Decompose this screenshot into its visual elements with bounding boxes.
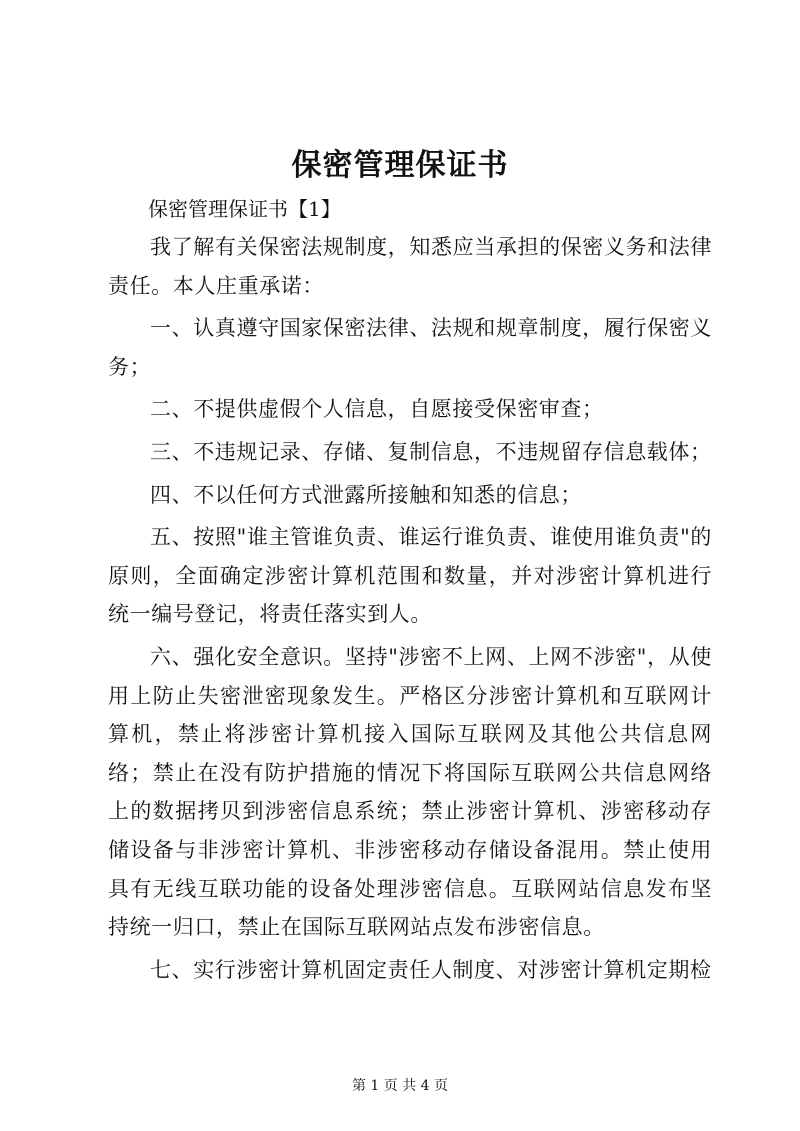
paragraph-intro: 我了解有关保密法规制度，知悉应当承担的保密义务和法律责任。本人庄重承诺： xyxy=(108,235,712,298)
paragraph-item-7: 七、实行涉密计算机固定责任人制度、对涉密计算机定期检 xyxy=(150,957,712,982)
document-subtitle: 保密管理保证书【1】 xyxy=(148,197,341,221)
document-title: 保密管理保证书 xyxy=(291,148,509,183)
paragraph-item-2: 二、不提供虚假个人信息，自愿接受保密审查； xyxy=(150,397,604,422)
paragraph-item-3: 三、不违规记录、存储、复制信息，不违规留存信息载体； xyxy=(150,439,712,464)
document-body xyxy=(108,228,712,993)
paragraph-item-4: 四、不以任何方式泄露所接触和知悉的信息； xyxy=(150,482,582,507)
paragraph-item-5: 五、按照"谁主管谁负责、谁运行谁负责、谁使用谁负责"的原则，全面确定涉密计算机范围和数量，并对涉密计算机进行统一编号登记，将责任落实到人。 xyxy=(108,525,712,627)
paragraph-item-6: 六、强化安全意识。坚持"涉密不上网、上网不涉密"，从使用上防止失密泄密现象发生。严格区分涉密计算机和互联网计算机，禁止将涉密计算机接入国际互联网及其他公共信息网络；禁止在没有防护措施的情况下将国际互联网公共信息网络上的数据拷贝到涉密信息系统；禁止涉密计算机、涉密移动存储设备与非涉密计算机、非涉密移动存储设备混用。禁止使用具有无线互联功能的设备处理涉密信息。互联网站信息发布坚持统一归口，禁止在国际互联网站点发布涉密信息。 xyxy=(108,644,712,940)
page-footer: 第 1 页 共 4 页 xyxy=(351,1078,449,1094)
paragraph-item-1: 一、认真遵守国家保密法律、法规和规章制度，履行保密义务； xyxy=(108,316,712,379)
